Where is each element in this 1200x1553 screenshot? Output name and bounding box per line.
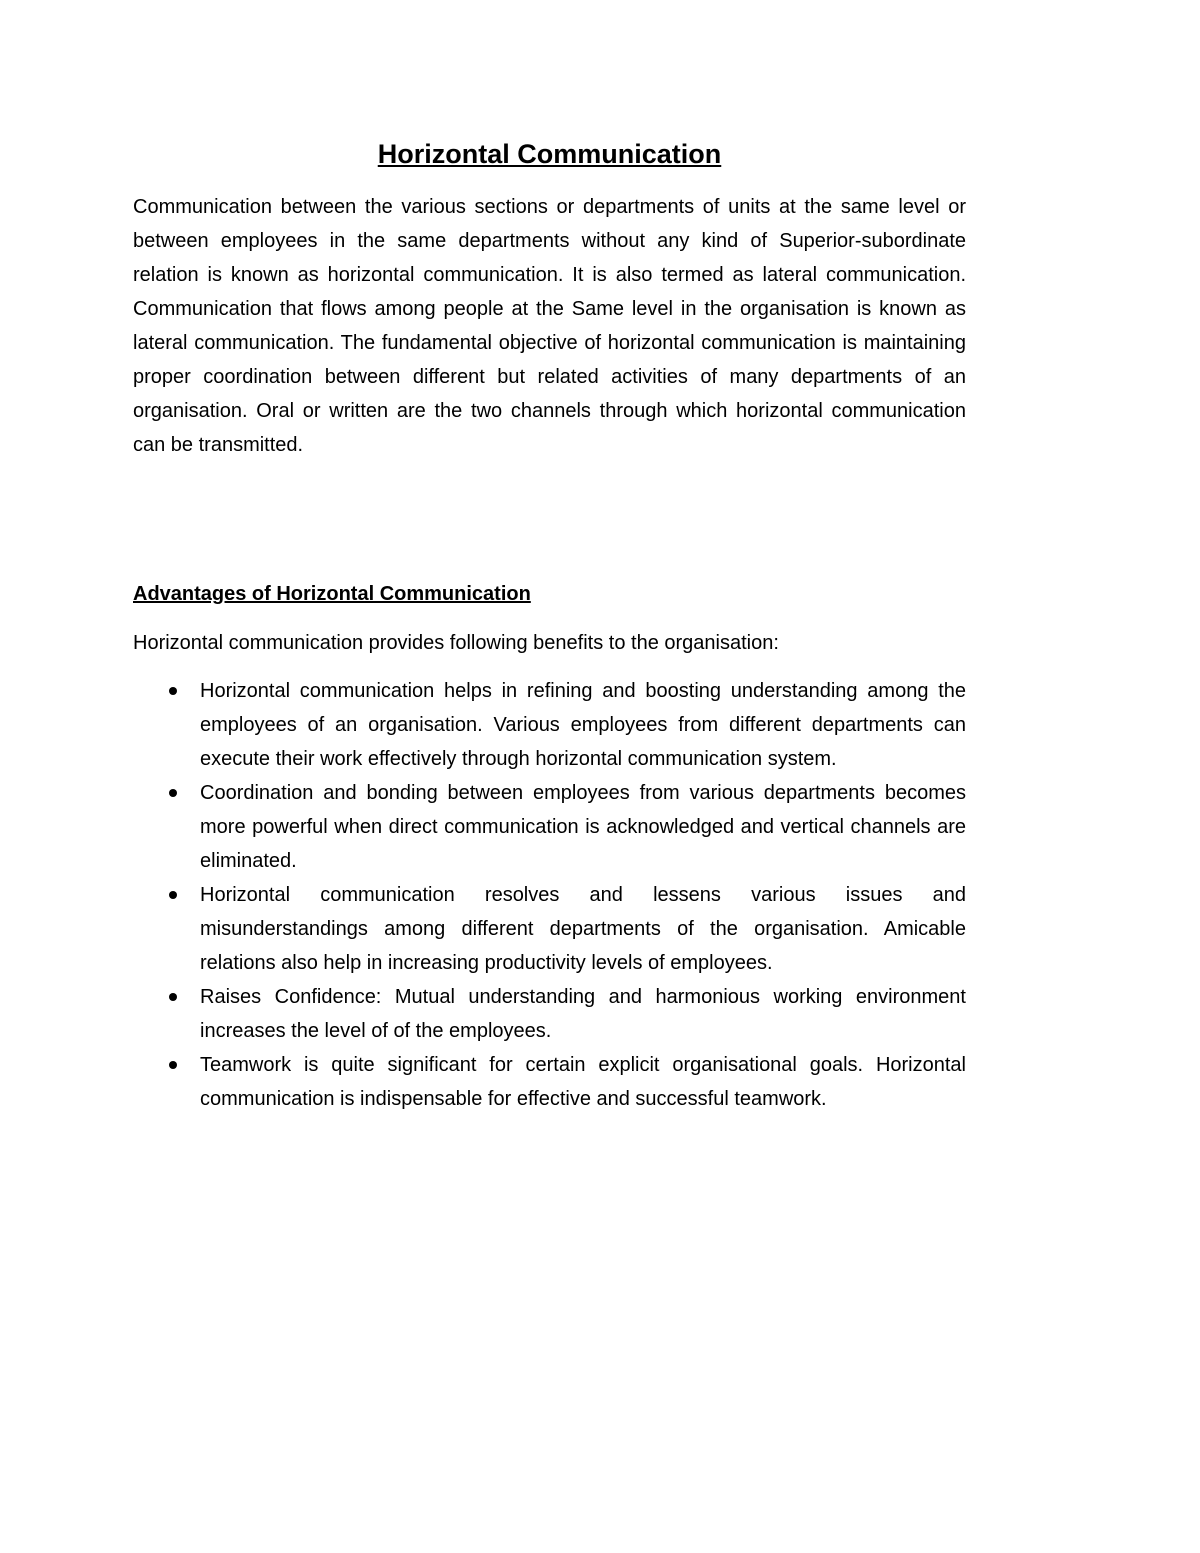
list-item xyxy=(133,776,966,878)
list-item-text: Horizontal communication resolves and lessens various issues and misunderstandings among different departments of the organisation. Amicable relations also help in increasing productivity levels of employees. xyxy=(200,884,966,974)
bullet-icon xyxy=(169,993,177,1001)
bullet-icon xyxy=(169,789,177,797)
document-body xyxy=(133,136,966,1116)
definition-paragraph: Communication between the various sections or departments of units at the same level or between employees in the same departments without any kind of Superior-subordinate relation is known as horizontal communication. It is also termed as lateral communication. Communication that flows among people at the Same level in the organisation is known as lateral communication. The fundamental objective of horizontal communication is maintaining proper coordination between different but related activities of many departments of an organisation. Oral or written are the two channels through which horizontal communication can be transmitted. xyxy=(133,196,966,456)
list-item-text: Coordination and bonding between employees from various departments becomes more powerful when direct communication is acknowledged and vertical channels are eliminated. xyxy=(200,782,966,872)
bullet-icon xyxy=(169,1061,177,1069)
section-spacer xyxy=(133,462,966,580)
list-item xyxy=(133,980,966,1048)
bullet-icon xyxy=(169,891,177,899)
list-item xyxy=(133,674,966,776)
list-item-text: Horizontal communication helps in refining and boosting understanding among the employees of an organisation. Various employees from different departments can execute their work effectively through horizontal communication system. xyxy=(200,680,966,770)
list-item xyxy=(133,878,966,980)
list-item xyxy=(133,1048,966,1116)
advantages-heading: Advantages of Horizontal Communication xyxy=(133,583,531,605)
advantages-intro: Horizontal communication provides following benefits to the organisation: xyxy=(133,632,779,654)
list-item-text: Teamwork is quite significant for certain explicit organisational goals. Horizontal communication is indispensable for effective and successful teamwork. xyxy=(200,1054,966,1110)
advantages-list xyxy=(133,674,966,1116)
document-title: Horizontal Communication xyxy=(377,139,722,169)
bullet-icon xyxy=(169,687,177,695)
list-item-text: Raises Confidence: Mutual understanding and harmonious working environment increases the level of of the employees. xyxy=(200,986,966,1042)
